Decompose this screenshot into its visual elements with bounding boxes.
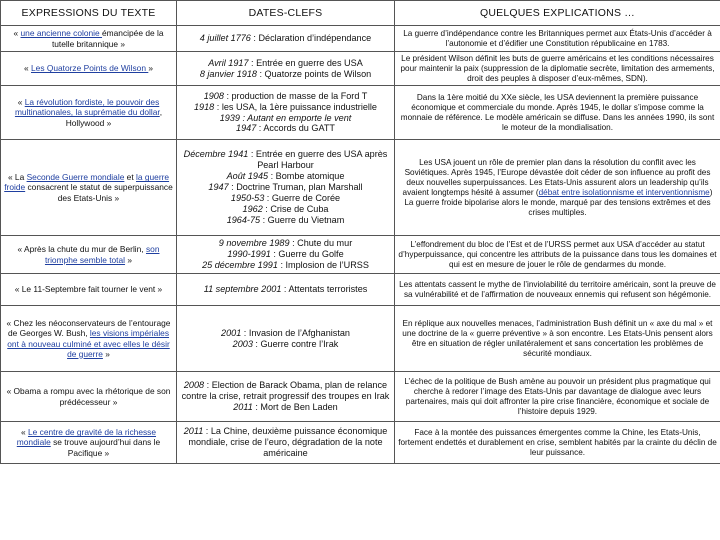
cell-text: 1908 xyxy=(203,90,224,101)
cell-text: « xyxy=(17,97,25,108)
cell-text: 4 juillet 1776 xyxy=(199,33,251,44)
table-row xyxy=(1,140,720,236)
cell-text: 1964-75 xyxy=(226,214,261,225)
cell-text: : Implosion de l’URSS xyxy=(277,259,369,270)
cell-text: « La xyxy=(7,172,27,183)
cell-text: « Chez les néoconservateurs de l’entourage de Georges W. Bush, xyxy=(6,318,171,339)
header-dates: DATES-CLEFS xyxy=(177,1,395,26)
cell-text: 1990-1991 xyxy=(227,249,271,260)
cell-text: : Entrée en guerre des USA xyxy=(248,57,363,68)
expression-cell xyxy=(1,306,177,372)
cell-text: 9 novembre 1989 xyxy=(218,238,290,249)
highlighted-phrase[interactable]: son triomphe semble total xyxy=(44,244,160,265)
cell-text: 1947 xyxy=(236,123,257,134)
dates-cell xyxy=(177,422,395,464)
explanation-cell xyxy=(395,372,720,422)
highlighted-phrase[interactable]: les visions impériales ont à nouveau culminé et avec elles le désir de guerre xyxy=(7,328,170,359)
header-row xyxy=(1,1,720,26)
cell-text: Les attentats cassent le mythe de l’inviolabilité du territoire américain, sont la preuve de sa vulnérabilité et de l’affirmation de nouveaux ennemis qui refusent son hégémonie. xyxy=(399,279,716,299)
cell-text: 25 décembre 1991 xyxy=(202,259,278,270)
cell-text: : Déclaration d’indépendance xyxy=(250,33,372,44)
cell-text: se trouve aujourd’hui dans le Pacifique » xyxy=(50,437,161,458)
dates-cell xyxy=(177,306,395,372)
table-body xyxy=(1,26,720,464)
highlighted-phrase[interactable]: Les Quatorze Points de Wilson xyxy=(31,63,149,74)
dates-cell xyxy=(177,26,395,52)
cell-text: » xyxy=(125,254,133,265)
cell-text: 11 septembre 2001 xyxy=(203,284,282,295)
table-row xyxy=(1,26,720,52)
dates-cell xyxy=(177,236,395,274)
expression-cell xyxy=(1,52,177,86)
explanation-cell xyxy=(395,274,720,306)
cell-text: 1947 xyxy=(208,182,229,193)
cell-text: « xyxy=(13,28,21,39)
cell-text: : Mort de Ben Laden xyxy=(252,401,338,412)
explanation-cell xyxy=(395,236,720,274)
table-row xyxy=(1,86,720,140)
dates-cell xyxy=(177,52,395,86)
table-row xyxy=(1,306,720,372)
cell-text: « xyxy=(24,63,31,74)
dates-cell xyxy=(177,86,395,140)
cell-text: 1918 xyxy=(194,101,215,112)
cell-text: Décembre 1941 xyxy=(183,149,249,160)
cell-text: Le président Wilson définit les buts de guerre américains et les conditions nécessaires pour maintenir la paix (suppression de la diplomatie secrète, limitation des armements, droit des peuples à disposer d’eux-mêmes, SDN). xyxy=(400,53,715,83)
cell-text: 2001 xyxy=(221,327,242,338)
cell-text: : Bombe atomique xyxy=(268,171,345,182)
cell-text: 2011 xyxy=(233,401,253,412)
cell-text: « Après la chute du mur de Berlin, xyxy=(17,244,146,255)
highlighted-phrase[interactable]: la guerre froide xyxy=(4,172,170,193)
cell-text: Dans la 1ère moitié du XXe siècle, les USA deviennent la première puissance économique et commerciale du monde. Après 1945, le dollar s’impose comme la monnaie de référence. Le modèle américain se diffuse. Dans les années 1990, ils sont le moteur de la mondialisation. xyxy=(400,92,715,132)
table-row xyxy=(1,236,720,274)
table-row xyxy=(1,422,720,464)
cell-text: « xyxy=(20,427,28,438)
cell-text: : Chute du mur xyxy=(289,238,353,249)
cell-text: ) xyxy=(709,187,713,197)
cell-text: : Crise de Cuba xyxy=(262,203,329,214)
cell-text: : Election de Barack Obama, plan de relance contre la crise, retrait progressif des troupes en Irak xyxy=(181,380,390,402)
cell-text: : Doctrine Truman, plan Marshall xyxy=(228,182,363,193)
cell-text: 1939 xyxy=(219,112,240,123)
cell-text: : Autant en emporte le vent xyxy=(239,112,352,123)
explanation-cell xyxy=(395,306,720,372)
cell-text: : La Chine, deuxième puissance économique mondiale, crise de l’euro, dégradation de la note américaine xyxy=(188,426,388,458)
cell-text: consacrent le statut de superpuissance des Etats-Unis » xyxy=(25,182,173,203)
cell-text: : Quatorze points de Wilson xyxy=(256,68,372,79)
cell-text: : Invasion de l’Afghanistan xyxy=(241,327,350,338)
cell-text: 1962 xyxy=(242,203,263,214)
highlighted-phrase[interactable]: Le centre de gravité de la richesse mondiale xyxy=(16,427,157,448)
cell-text: 1950-53 xyxy=(230,192,265,203)
cell-text: Août 1945 xyxy=(226,171,269,182)
cell-text: 2003 xyxy=(232,338,253,349)
expression-cell xyxy=(1,236,177,274)
explanation-cell xyxy=(395,140,720,236)
cell-text: L’échec de la politique de Bush amène au pouvoir un président plus pragmatique qui cherche à redorer l’image des Etats-Unis par davantage de dialogue avec leurs partenaires, mais qui doit affronter la pire crise financière, économique et sociale de l’histoire depuis 1929. xyxy=(404,376,711,416)
cell-text: , Hollywood » xyxy=(65,107,163,128)
expression-cell xyxy=(1,140,177,236)
cell-text: : Accords du GATT xyxy=(256,123,335,134)
highlighted-phrase[interactable]: une ancienne colonie xyxy=(20,28,103,39)
cell-text: : les USA, la 1ère puissance industrielle xyxy=(214,101,377,112)
dates-cell xyxy=(177,372,395,422)
dates-cell xyxy=(177,274,395,306)
cell-text: La guerre d’indépendance contre les Britanniques permet aux États-Unis d’accéder à l’autonomie et d’édifier une Constitution républicaine en 1783. xyxy=(403,28,712,48)
expression-cell xyxy=(1,26,177,52)
cell-text: : Guerre de Corée xyxy=(264,192,341,203)
cell-text: Avril 1917 xyxy=(208,57,249,68)
dates-cell xyxy=(177,140,395,236)
expression-cell xyxy=(1,274,177,306)
highlighted-phrase[interactable]: La révolution fordiste, le pouvoir des multinationales, la suprématie du dollar xyxy=(14,97,160,118)
cell-text: » xyxy=(148,63,153,74)
cell-text: 2008 xyxy=(183,380,205,391)
cell-text: émancipée de la tutelle britannique » xyxy=(51,28,164,49)
explanation-cell xyxy=(395,86,720,140)
highlighted-phrase[interactable]: Seconde Guerre mondiale xyxy=(26,172,125,183)
expression-cell xyxy=(1,86,177,140)
cell-text: La guerre froide bipolarise alors le monde, marqué par des tensions extrêmes et des crises multiples. xyxy=(404,197,711,217)
header-explanations: QUELQUES EXPLICATIONS … xyxy=(395,1,720,26)
cell-text: 8 janvier 1918 xyxy=(199,68,257,79)
cell-text: « Obama a rompu avec la rhétorique de son prédécesseur » xyxy=(6,386,171,407)
explanation-cell xyxy=(395,422,720,464)
table-row xyxy=(1,52,720,86)
cell-text: Face à la montée des puissances émergentes comme la Chine, les Etats-Unis, fortement endettés et durablement en crise, semblent habités par la crainte du déclin de leur puissance. xyxy=(398,427,717,457)
cell-text: « Le 11-Septembre fait tourner le vent » xyxy=(14,284,163,295)
cell-text: : Guerre du Golfe xyxy=(270,249,344,260)
cell-text: » xyxy=(102,348,110,359)
cell-text: 2011 xyxy=(183,426,204,437)
cell-text: : Guerre du Vietnam xyxy=(260,214,345,225)
highlighted-phrase[interactable]: débat entre isolationnisme et interventionnisme xyxy=(538,187,710,197)
table-row xyxy=(1,274,720,306)
table-row xyxy=(1,372,720,422)
cell-text: L’effondrement du bloc de l’Est et de l’URSS permet aux USA d’accéder au statut d’hyperpuissance, qui concentre les attributs de la puissance dans tous les domaines et qui est en mesure de jouer le rôle de gendarmes du monde. xyxy=(398,239,717,269)
explanation-cell xyxy=(395,52,720,86)
cell-text: : Attentats terroristes xyxy=(281,284,368,295)
cell-text: : Entrée en guerre des USA après Pearl Harbour xyxy=(248,149,388,171)
cell-text: Les USA jouent un rôle de premier plan dans la résolution du conflit avec les Soviétiques. Après 1945, l’Europe dévastée doit céder de son influence au profit des deux nouvelles superpuissances. Les Etats-Unis assurent alors un leadership qu’ils avaient longtemps hésité à assumer ( xyxy=(402,157,711,197)
expression-cell xyxy=(1,422,177,464)
expression-cell xyxy=(1,372,177,422)
cell-text: En réplique aux nouvelles menaces, l’administration Bush définit un « axe du mal » et une doctrine de la « guerre préventive » à son encontre. Les Etats-Unis pensent alors être en situation de régler unilatéralement et sans concertation les problèmes de sécurité mondiaux. xyxy=(402,318,713,358)
header-expressions: EXPRESSIONS DU TEXTE xyxy=(1,1,177,26)
cell-text: et xyxy=(124,172,136,183)
cell-text: : Guerre contre l’Irak xyxy=(252,338,339,349)
cell-text: : production de masse de la Ford T xyxy=(223,90,368,101)
explanation-cell xyxy=(395,26,720,52)
